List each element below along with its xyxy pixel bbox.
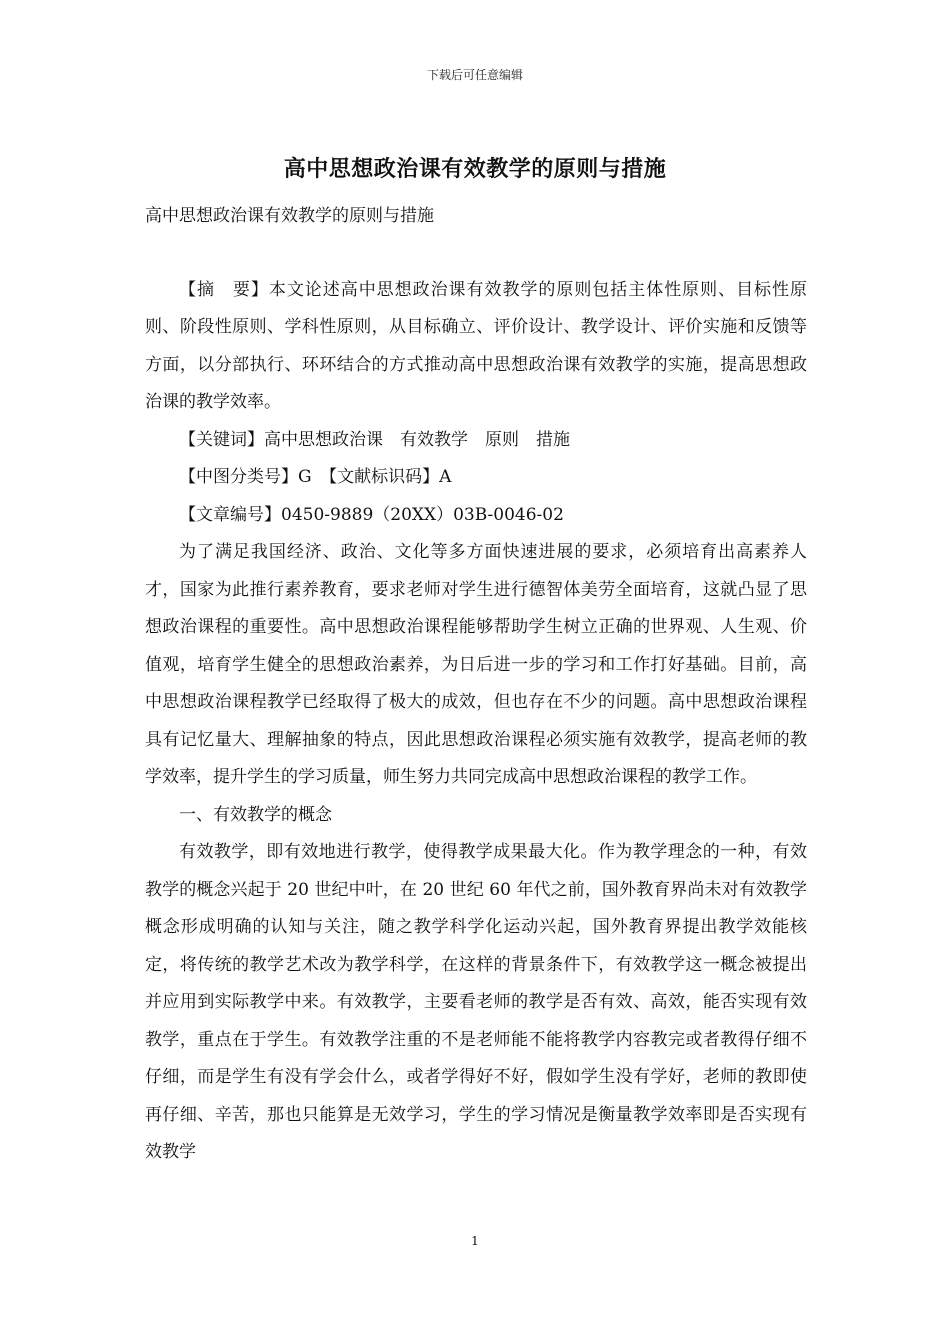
document-body [145, 198, 807, 1172]
abstract-paragraph: 【摘 要】本文论述高中思想政治课有效教学的原则包括主体性原则、目标性原则、阶段性原则、学科性原则，从目标确立、评价设计、教学设计、评价实施和反馈等方面，以分部执行、环环结合的方式推动高中思想政治课有效教学的实施，提高思想政治课的教学效率。 [145, 279, 807, 412]
document-title: 高中思想政治课有效教学的原则与措施 [283, 156, 667, 182]
page-header: 下载后可任意编辑 [426, 68, 523, 82]
spacer [145, 236, 807, 272]
section-heading: 一、有效教学的概念 [179, 804, 332, 825]
body-paragraph: 有效教学，即有效地进行教学，使得教学成果最大化。作为教学理念的一种，有效教学的概念兴起于 20 世纪中叶，在 20 世纪 60 年代之前，国外教育界尚未对有效教学概念形成明确的认知与关注，随之教学科学化运动兴起，国外教育界提出教学效能核定，将传统的教学艺术改为教学科学，在这样的背景条件下，有效教学这一概念被提出并应用到实际教学中来。有效教学，主要看老师的教学是否有效、高效，能否实现有效教学，重点在于学生。有效教学注重的不是老师能不能将教学内容教完或者教得仔细不仔细，而是学生有没有学会什么，或者学得好不好，假如学生没有学好，老师的教即使再仔细、辛苦，那也只能算是无效学习，学生的学习情况是衡量教学效率即是否实现有效教学 [145, 842, 807, 1162]
classification-line: 【中图分类号】G 【文献标识码】A [179, 467, 452, 487]
intro-paragraph: 为了满足我国经济、政治、文化等多方面快速进展的要求，必须培育出高素养人才，国家为此推行素养教育，要求老师对学生进行德智体美劳全面培育，这就凸显了思想政治课程的重要性。高中思想政治课程能够帮助学生树立正确的世界观、人生观、价值观，培育学生健全的思想政治素养，为日后进一步的学习和工作打好基础。目前，高中思想政治课程教学已经取得了极大的成效，但也存在不少的问题。高中思想政治课程具有记忆量大、理解抽象的特点，因此思想政治课程必须实施有效教学，提高老师的教学效率，提升学生的学习质量，师生努力共同完成高中思想政治课程的教学工作。 [145, 542, 807, 787]
subtitle-line: 高中思想政治课有效教学的原则与措施 [145, 206, 434, 226]
keywords-line: 【关键词】高中思想政治课 有效教学 原则 措施 [179, 429, 570, 450]
article-number-line: 【文章编号】0450-9889（20XX）03B-0046-02 [179, 504, 564, 525]
page-number: 1 [471, 1234, 479, 1248]
